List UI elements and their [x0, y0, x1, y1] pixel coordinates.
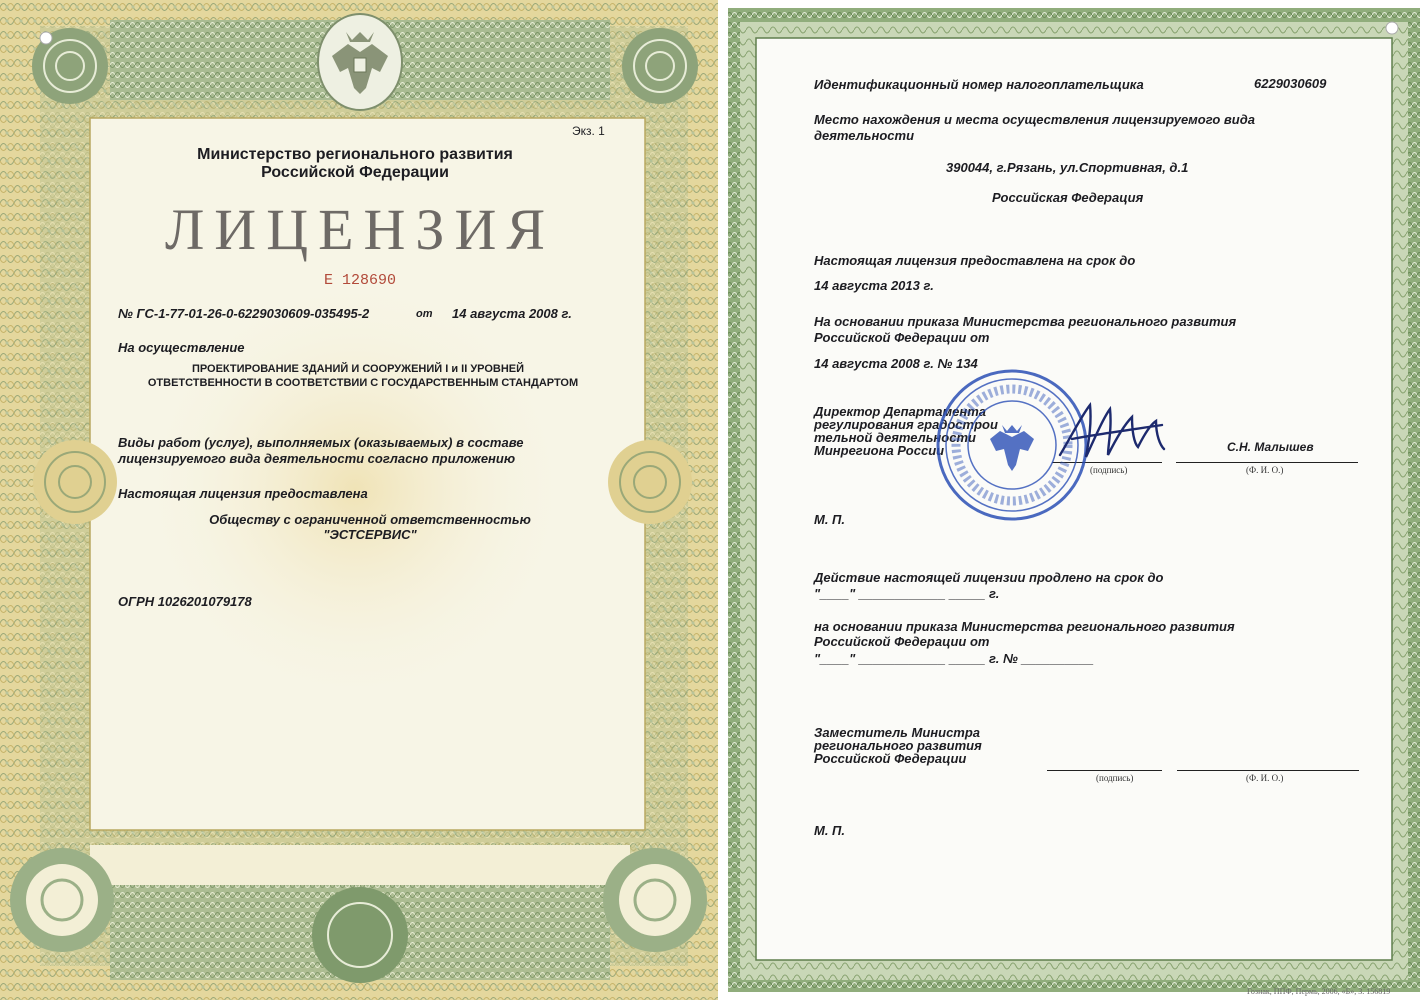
signature-caption-2: (подпись) [1096, 773, 1134, 783]
address: 390044, г.Рязань, ул.Спортивная, д.1 [946, 160, 1189, 175]
director-line4: Минрегиона России [814, 443, 945, 458]
term-label: Настоящая лицензия предоставлена на срок до [814, 253, 1136, 268]
basis-line2: Российской Федерации от [814, 330, 990, 345]
coat-of-arms-icon [318, 14, 402, 110]
signature-caption: (подпись) [1090, 465, 1128, 475]
print-note: Гознак, ППФ, Пермь, 2006, «Б», З. 156819 [1247, 987, 1391, 996]
extension-blank: "____" ____________ _____ г. [814, 586, 1000, 601]
ogrn: ОГРН 1026201079178 [118, 594, 252, 609]
works-line1: Виды работ (услуг), выполняемых (оказываемых) в составе [118, 435, 524, 450]
license-number: № ГС-1-77-01-26-0-6229030609-035495-2 [118, 306, 370, 321]
inn-label: Идентификационный номер налогоплательщика [814, 77, 1144, 92]
from-label: от [416, 308, 433, 320]
signer-name: С.Н. Малышев [1227, 440, 1314, 454]
location-line1: Место нахождения и места осуществления лицензируемого вида [814, 112, 1255, 127]
inn-value: 6229030609 [1254, 76, 1327, 91]
director-line2: регулирования градострои [814, 417, 998, 432]
signature-line-2 [1047, 770, 1162, 771]
handwritten-signature-icon [1052, 395, 1182, 475]
license-title: ЛИЦЕНЗИЯ [164, 197, 556, 262]
director-line3: тельной деятельности [814, 430, 976, 445]
company-line1: Обществу с ограниченной ответственностью [209, 512, 531, 527]
mp-1: М. П. [814, 512, 846, 527]
basis-line1: На основании приказа Министерства регионального развития [814, 314, 1237, 329]
fio-line-2 [1177, 770, 1359, 771]
term-date: 14 августа 2013 г. [814, 278, 934, 293]
fio-caption-2: (Ф. И. О.) [1246, 773, 1284, 783]
activity-line1: ПРОЕКТИРОВАНИЕ ЗДАНИЙ И СООРУЖЕНИЙ I и II УРОВНЕЙ [191, 363, 525, 375]
ext-basis-blank: "____" ____________ _____ г. № __________ [814, 651, 1094, 666]
ministry-line2: Российской Федерации [261, 164, 449, 181]
fio-caption: (Ф. И. О.) [1246, 465, 1284, 475]
ext-basis-line1: на основании приказа Министерства регионального развития [814, 619, 1235, 634]
director-line1: Директор Департамента [814, 404, 986, 419]
serial-number: Е 128690 [323, 272, 396, 289]
mp-2: М. П. [814, 823, 846, 838]
activity-line2: ОТВЕТСТВЕННОСТИ В СООТВЕТСТВИИ С ГОСУДАРСТВЕННЫМ СТАНДАРТОМ [147, 377, 579, 389]
copy-label: Экз. 1 [572, 124, 605, 138]
basis-order: 14 августа 2008 г. № 134 [814, 356, 978, 371]
extension-label: Действие настоящей лицензии продлено на срок до [814, 570, 1164, 585]
ext-basis-line2: Российской Федерации от [814, 634, 990, 649]
country: Российская Федерация [992, 190, 1144, 205]
issue-date: 14 августа 2008 г. [452, 306, 572, 321]
license-back-page [722, 0, 1428, 1000]
fio-line [1176, 462, 1358, 463]
granted-label: Настоящая лицензия предоставлена [118, 486, 368, 501]
deputy-line1: Заместитель Министра [814, 725, 981, 740]
deputy-line2: регионального развития [814, 738, 982, 753]
ministry-line1: Министерство регионального развития [197, 146, 513, 163]
works-line2: лицензируемого вида деятельности согласно приложению [118, 451, 516, 466]
purpose-label: На осуществление [118, 340, 245, 355]
deputy-line3: Российской Федерации [814, 751, 967, 766]
location-line2: деятельности [814, 128, 915, 143]
company-line2: "ЭСТСЕРВИС" [323, 527, 417, 542]
